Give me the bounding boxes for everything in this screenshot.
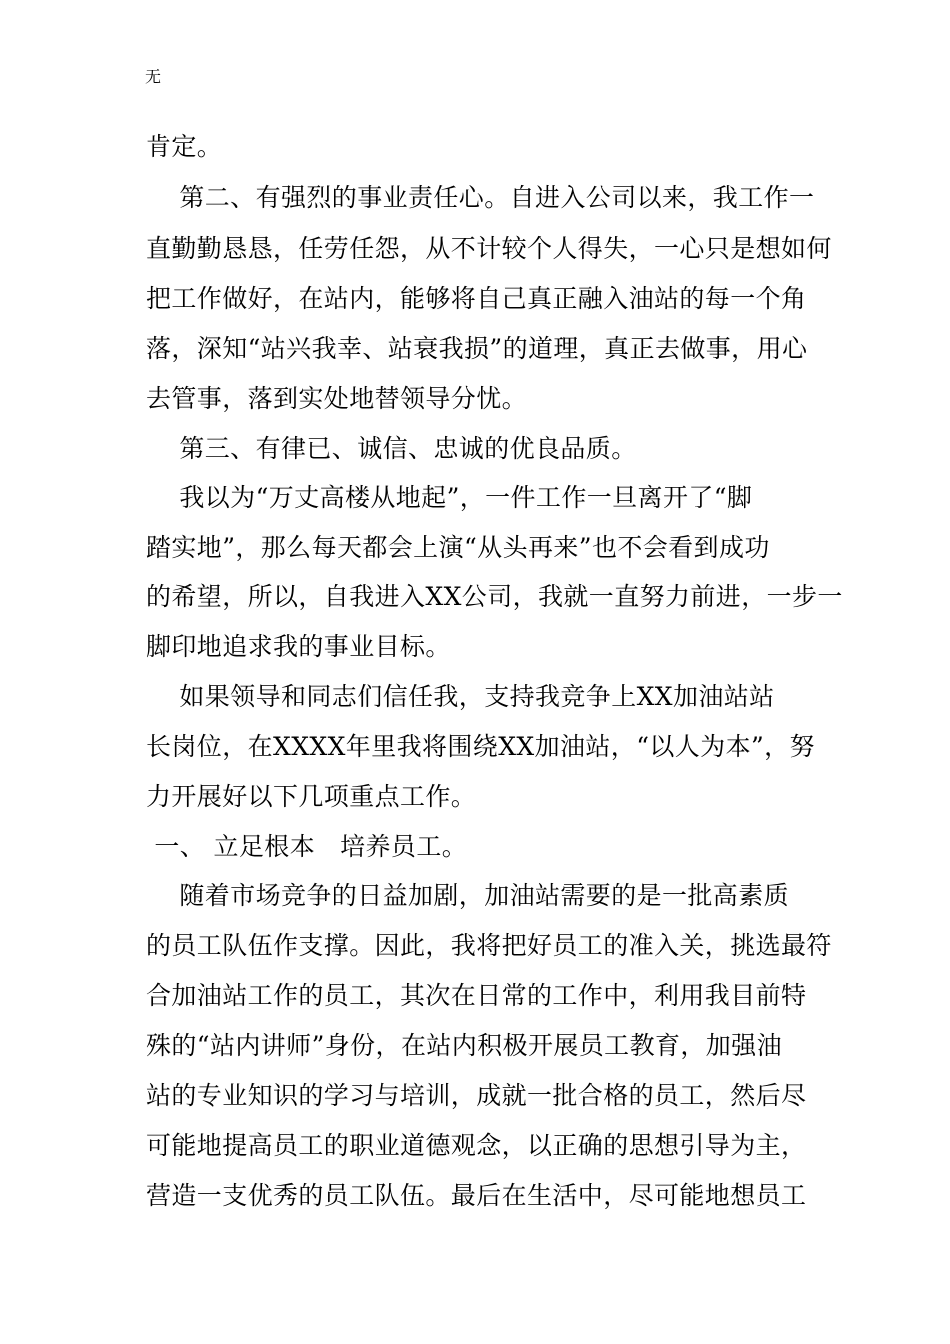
text-line: 长岗位，在XXXX年里我将围绕XX加油站，“以人为本”，努 <box>146 732 815 761</box>
text-line: 把工作做好，在站内，能够将自己真正融入油站的每一个角 <box>146 284 807 313</box>
text-line: 落，深知“站兴我幸、站衰我损”的道理，真正去做事，用心 <box>146 334 808 363</box>
text-line: 可能地提高员工的职业道德观念，以正确的思想引导为主， <box>146 1131 807 1160</box>
header-mark: 无 <box>145 67 162 86</box>
section-heading: 一、 立足根本 培养员工。 <box>146 832 468 861</box>
text-line: 脚印地追求我的事业目标。 <box>146 632 451 661</box>
text-line: 我以为“万丈高楼从地起”，一件工作一旦离开了“脚 <box>146 483 753 512</box>
text-line: 第二、有强烈的事业责任心。自进入公司以来，我工作一 <box>146 183 815 212</box>
text-line: 踏实地”，那么每天都会上演“从头再来”也不会看到成功 <box>146 533 770 562</box>
text-line: 第三、有律已、诚信、忠诚的优良品质。 <box>146 434 637 463</box>
text-line: 营造一支优秀的员工队伍。最后在生活中，尽可能地想员工 <box>146 1181 807 1210</box>
text-line: 肯定。 <box>146 132 223 161</box>
text-line: 站的专业知识的学习与培训，成就一批合格的员工，然后尽 <box>146 1081 807 1110</box>
text-line: 直勤勤恳恳，任劳任怨，从不计较个人得失，一心只是想如何 <box>146 234 832 263</box>
text-line: 去管事，落到实处地替领导分忧。 <box>146 384 528 413</box>
text-line: 随着市场竞争的日益加剧，加油站需要的是一批高素质 <box>146 881 789 910</box>
text-line: 力开展好以下几项重点工作。 <box>146 782 477 811</box>
text-line: 的希望，所以，自我进入XX公司，我就一直努力前进，一步一 <box>146 582 843 611</box>
text-line: 如果领导和同志们信任我，支持我竞争上XX加油站站 <box>146 682 775 711</box>
text-line: 合加油站工作的员工，其次在日常的工作中，利用我目前特 <box>146 981 807 1010</box>
text-line: 殊的“站内讲师”身份，在站内积极开展员工教育，加强油 <box>146 1031 782 1060</box>
text-line: 的员工队伍作支撑。因此，我将把好员工的准入关，挑选最符 <box>146 931 832 960</box>
